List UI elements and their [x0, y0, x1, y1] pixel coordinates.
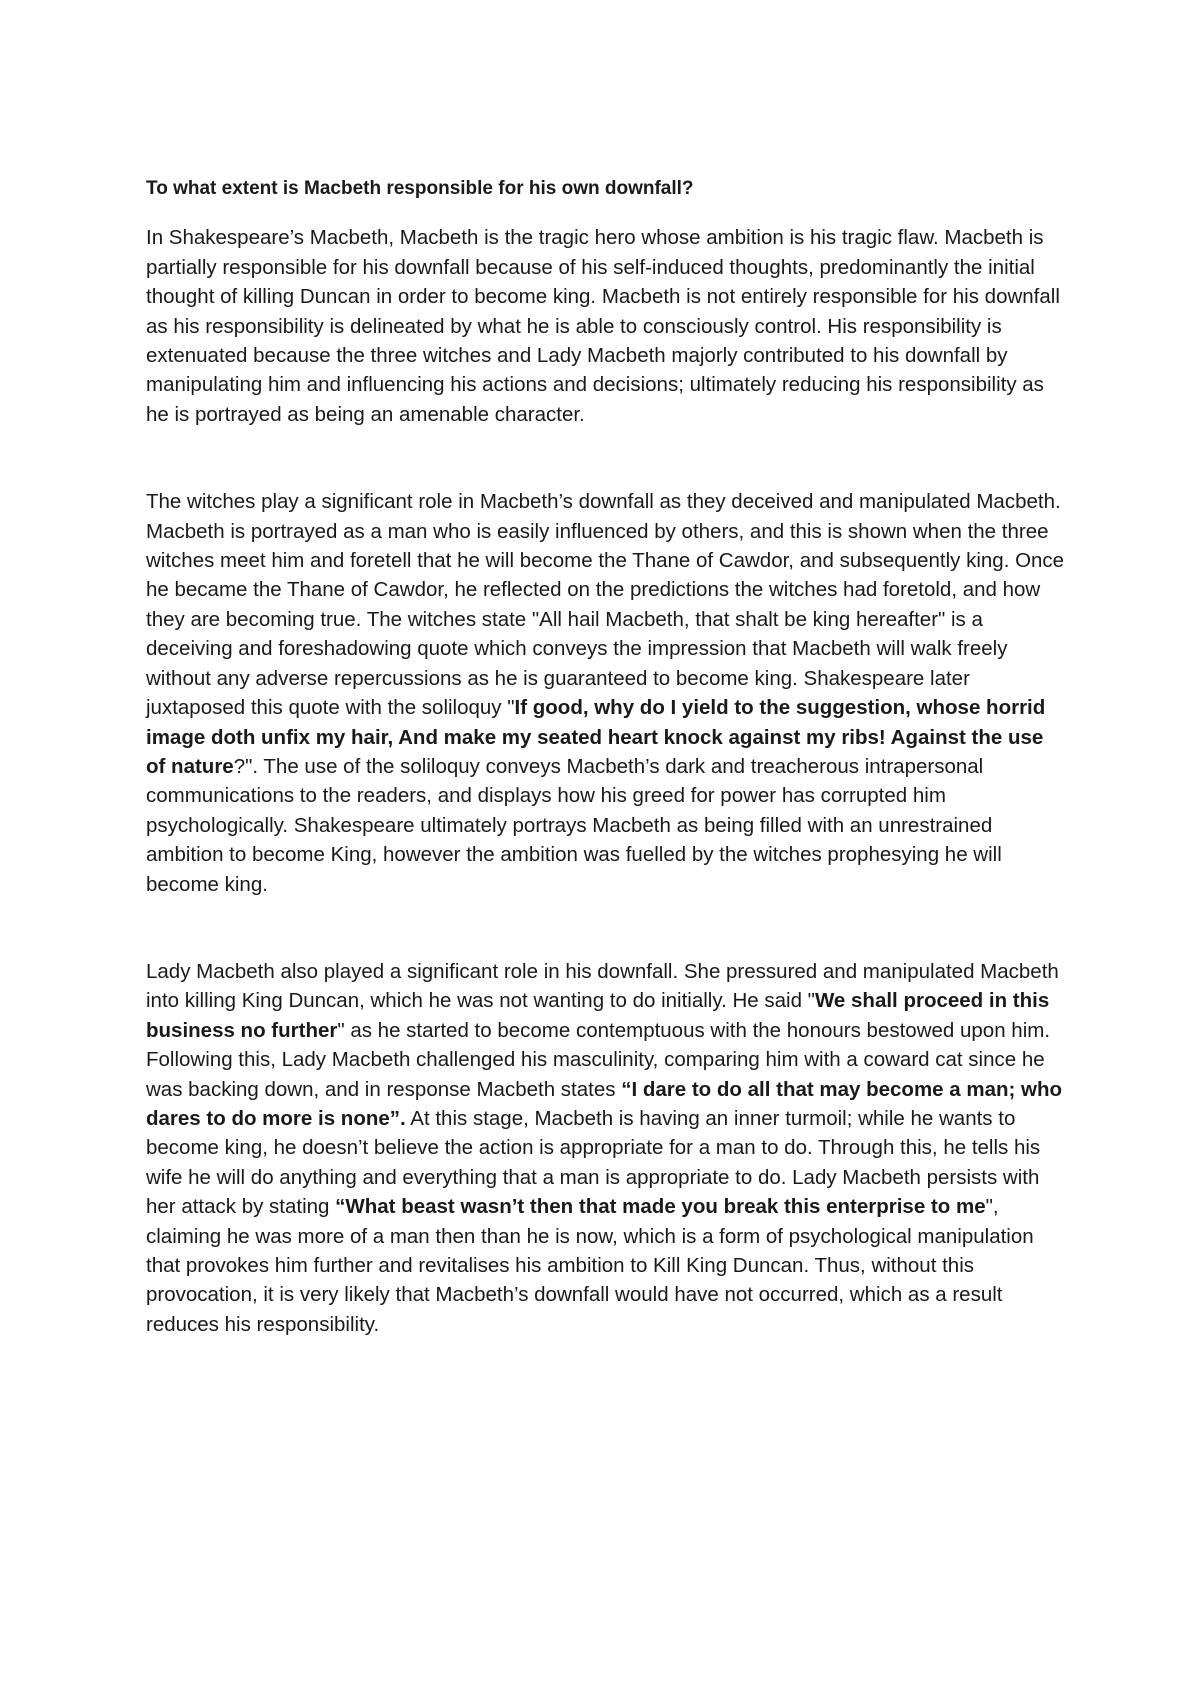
document-body [146, 174, 1066, 1339]
text-segment: ?". The use of the soliloquy conveys Macbeth’s dark and treacherous intrapersonal communications to the readers, and displays how his greed for power has corrupted him psychologically. Shakespeare ultimately portrays Macbeth as being filled with an unrestrained ambition to become King, however the ambition was fuelled by the witches prophesying he will become king. [146, 754, 1002, 896]
text-segment: " as he started to become contemptuous with the honours bestowed upon him. Following this, Lady Macbeth challenged his masculinity, comparing him with a coward cat since he was backing down, and in response Macbeth states [146, 1018, 1051, 1101]
text-segment: In Shakespeare’s Macbeth, Macbeth is the tragic hero whose ambition is his tragic flaw. Macbeth is partially responsible for his downfall because of his self-induced thoughts, predominantly the initial thought of killing Duncan in order to become king. Macbeth is not entirely responsible for his downfall as his responsibility is delineated by what he is able to consciously control. His responsibility is extenuated because the three witches and Lady Macbeth majorly contributed to his downfall by manipulating him and influencing his actions and decisions; ultimately reducing his responsibility as he is portrayed as being an amenable character. [146, 226, 1060, 426]
text-segment: The witches play a significant role in Macbeth’s downfall as they deceived and manipulated Macbeth. Macbeth is portrayed as a man who is easily influenced by others, and this is shown when the three witches meet him and foretell that he will become the Thane of Cawdor, and subsequently king. Once he became the Thane of Cawdor, he reflected on the predictions the witches had foretold, and how they are becoming true. The witches state "All hail Macbeth, that shalt be king hereafter" is a deceiving and foreshadowing quote which conveys the impression that Macbeth will walk freely without any adverse repercussions as he is guaranteed to become king. Shakespeare later juxtaposed this quote with the soliloquy " [146, 490, 1065, 720]
paragraph-lady-macbeth [146, 957, 1066, 1339]
paragraph-witches [146, 487, 1066, 899]
paragraph-spacer [146, 429, 1066, 487]
bold-quote: “I dare to do all that may become a man; who dares to do more is none”. [146, 1077, 1063, 1130]
text-segment: ", claiming he was more of a man then than he is now, which is a form of psychological manipulation that provokes him further and revitalises his ambition to Kill King Duncan. Thus, without this provocation, it is very likely that Macbeth’s downfall would have not occurred, which as a result reduces his responsibility. [146, 1195, 1034, 1336]
bold-quote: If good, why do I yield to the suggestion, whose horrid image doth unfix my hair, And make my seated heart knock against my ribs! Against the use of nature [146, 696, 1046, 778]
document-title: To what extent is Macbeth responsible for his own downfall? [146, 178, 694, 199]
text-segment: At this stage, Macbeth is having an inner turmoil; while he wants to become king, he doesn’t believe the action is appropriate for a man to do. Through this, he tells his wife he will do anything and everything that a man is appropriate to do. Lady Macbeth persists with her attack by stating [146, 1106, 1041, 1219]
bold-quote: “What beast wasn’t then that made you break this enterprise to me [335, 1195, 986, 1219]
paragraph-introduction [146, 223, 1066, 429]
bold-quote: We shall proceed in this business no further [146, 989, 1050, 1042]
text-segment: Lady Macbeth also played a significant role in his downfall. She pressured and manipulated Macbeth into killing King Duncan, which he was not wanting to do initially. He said " [146, 959, 1059, 1013]
paragraph-spacer [146, 899, 1066, 957]
